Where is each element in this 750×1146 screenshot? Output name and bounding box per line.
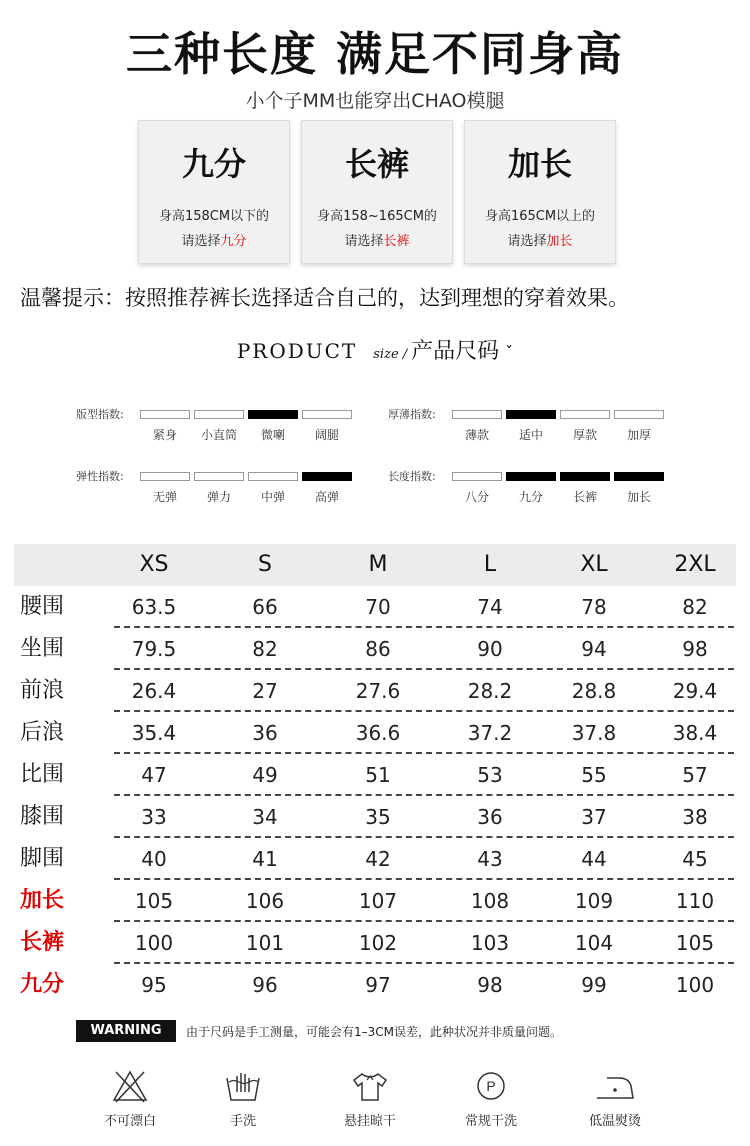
warning-badge: WARNING — [76, 1020, 176, 1042]
index-segment — [302, 472, 352, 481]
table-cell: 42 — [365, 847, 391, 871]
index-segment — [506, 410, 556, 419]
page-title: 三种长度 满足不同身高 — [125, 27, 624, 81]
size-header-s: S — [258, 552, 272, 577]
care-label: 悬挂晾干 — [343, 1114, 396, 1129]
care-dry-clean — [441, 1068, 541, 1129]
table-cell: 109 — [574, 889, 614, 913]
table-cell: 47 — [141, 763, 167, 787]
row-label: 后浪 — [20, 720, 65, 745]
table-row — [14, 712, 736, 754]
table-cell: 110 — [675, 889, 715, 913]
index-option-label: 中弹 — [260, 490, 285, 504]
low-iron-icon — [593, 1068, 637, 1104]
dry-clean-icon — [471, 1068, 511, 1104]
table-cell: 82 — [682, 595, 708, 619]
product-size-heading — [0, 334, 750, 365]
card-choose — [139, 230, 289, 249]
index-segment — [452, 410, 502, 419]
index-option-label: 厚款 — [572, 428, 597, 442]
index-option-label: 八分 — [464, 490, 489, 504]
table-cell: 101 — [245, 931, 285, 955]
length-cards — [138, 120, 616, 264]
care-hand-wash — [193, 1068, 293, 1129]
row-label: 腰围 — [20, 594, 65, 619]
table-cell: 79.5 — [131, 637, 177, 661]
index-segment — [560, 410, 610, 419]
card-choose-prefix: 请选择 — [344, 234, 384, 249]
table-cell: 37.2 — [467, 721, 513, 745]
table-cell: 82 — [252, 637, 278, 661]
table-row — [14, 964, 736, 1006]
row-label: 加长 — [20, 888, 65, 913]
table-cell: 55 — [581, 763, 607, 787]
care-label: 低温熨烫 — [588, 1114, 641, 1129]
table-cell: 37.8 — [571, 721, 617, 745]
table-cell: 49 — [252, 763, 278, 787]
table-row — [14, 922, 736, 964]
size-header-m: M — [368, 552, 388, 577]
card-title: 九分 — [181, 145, 246, 183]
table-cell: 99 — [581, 973, 607, 997]
table-cell: 94 — [581, 637, 607, 661]
index-option-label: 加长 — [626, 490, 651, 504]
table-cell: 35 — [365, 805, 391, 829]
table-row — [14, 586, 736, 628]
care-no-bleach — [80, 1068, 180, 1129]
table-cell: 98 — [682, 637, 708, 661]
table-cell: 100 — [675, 973, 715, 997]
no-bleach-icon — [110, 1068, 150, 1104]
table-cell: 36.6 — [355, 721, 401, 745]
table-cell: 44 — [581, 847, 607, 871]
index-option-label: 紧身 — [152, 428, 177, 442]
svg-text:P: P — [486, 1078, 496, 1094]
table-cell: 106 — [245, 889, 285, 913]
row-label: 长裤 — [20, 930, 65, 955]
table-cell: 100 — [134, 931, 174, 955]
size-header-l: L — [483, 552, 497, 577]
table-cell: 34 — [252, 805, 278, 829]
card-choose-prefix: 请选择 — [507, 234, 547, 249]
index-label: 厚薄指数: — [388, 408, 436, 421]
table-cell: 38 — [682, 805, 708, 829]
table-row — [14, 670, 736, 712]
index-option-label: 弹力 — [206, 490, 231, 504]
table-row — [14, 838, 736, 880]
table-cell: 103 — [470, 931, 510, 955]
care-label: 手洗 — [229, 1114, 256, 1129]
row-label: 脚围 — [20, 846, 65, 871]
care-label: 常规干洗 — [464, 1114, 517, 1129]
card-height: 身高165CM以上的 — [484, 209, 596, 224]
card-choose — [302, 230, 452, 249]
table-cell: 78 — [581, 595, 607, 619]
table-cell: 38.4 — [672, 721, 718, 745]
table-cell: 43 — [477, 847, 503, 871]
table-cell: 97 — [365, 973, 391, 997]
index-segment — [302, 410, 352, 419]
index-segment — [614, 410, 664, 419]
card-choose-highlight: 九分 — [220, 234, 247, 249]
index-option-label: 九分 — [518, 490, 543, 504]
table-cell: 41 — [252, 847, 278, 871]
table-cell: 28.8 — [571, 679, 617, 703]
table-cell: 90 — [477, 637, 503, 661]
index-segment — [560, 472, 610, 481]
product-heading-size: size / — [373, 347, 408, 362]
index-segment — [614, 472, 664, 481]
card-jiufen[interactable] — [138, 120, 290, 264]
card-choose-prefix: 请选择 — [181, 234, 221, 249]
index-option-label: 薄款 — [464, 428, 489, 442]
index-segment — [140, 410, 190, 419]
tip-text: 温馨提示：按照推荐裤长选择适合自己的，达到理想的穿着效果。 — [20, 286, 629, 310]
index-label: 长度指数: — [388, 470, 436, 483]
index-label: 弹性指数: — [76, 470, 124, 483]
index-option-label: 加厚 — [626, 428, 651, 442]
table-cell: 96 — [252, 973, 278, 997]
product-heading-cn: 产品尺码 — [411, 339, 500, 364]
card-height: 身高158CM以下的 — [158, 209, 270, 224]
table-cell: 33 — [141, 805, 167, 829]
index-option-label: 微喇 — [260, 428, 285, 442]
table-cell: 105 — [675, 931, 715, 955]
size-header-2xl: 2XL — [674, 552, 716, 577]
table-row — [14, 796, 736, 838]
index-segment — [452, 472, 502, 481]
size-table-header — [14, 544, 736, 586]
table-cell: 104 — [574, 931, 614, 955]
table-cell: 107 — [358, 889, 398, 913]
table-cell: 37 — [581, 805, 607, 829]
index-option-label: 适中 — [518, 428, 543, 442]
table-cell: 53 — [477, 763, 503, 787]
row-label: 比围 — [20, 762, 65, 787]
index-segment — [194, 410, 244, 419]
size-header-xs: XS — [139, 552, 169, 577]
size-header-xl: XL — [580, 552, 608, 577]
table-cell: 98 — [477, 973, 503, 997]
table-cell: 57 — [682, 763, 708, 787]
care-label: 不可漂白 — [103, 1114, 156, 1129]
warning-text: 由于尺码是手工测量，可能会有1–3CM误差，此种状况并非质量问题。 — [186, 1025, 563, 1039]
card-jiachang[interactable] — [464, 120, 616, 264]
index-segment — [248, 410, 298, 419]
index-option-label: 小直筒 — [200, 428, 237, 442]
table-row — [14, 880, 736, 922]
table-cell: 51 — [365, 763, 391, 787]
card-title: 长裤 — [344, 145, 409, 183]
row-label: 膝围 — [20, 804, 65, 829]
index-segment — [506, 472, 556, 481]
index-option-label: 无弹 — [152, 490, 177, 504]
table-cell: 86 — [365, 637, 391, 661]
table-cell: 35.4 — [131, 721, 177, 745]
card-changku[interactable] — [301, 120, 453, 264]
index-segment — [194, 472, 244, 481]
index-option-label: 长裤 — [572, 490, 597, 504]
row-label: 前浪 — [20, 678, 65, 703]
table-cell: 27 — [252, 679, 278, 703]
row-label: 坐围 — [20, 636, 65, 661]
table-cell: 45 — [682, 847, 708, 871]
index-option-label: 高弹 — [314, 490, 339, 504]
page-subtitle: 小个子MM也能穿出CHAO模腿 — [245, 90, 505, 112]
table-cell: 95 — [141, 973, 167, 997]
card-choose — [465, 230, 615, 249]
table-cell: 105 — [134, 889, 174, 913]
table-row — [14, 628, 736, 670]
table-cell: 70 — [365, 595, 391, 619]
table-cell: 26.4 — [131, 679, 177, 703]
table-cell: 29.4 — [672, 679, 718, 703]
index-option-label: 阔腿 — [314, 428, 339, 442]
index-label: 版型指数: — [76, 408, 124, 421]
table-cell: 36 — [252, 721, 278, 745]
care-hang-dry — [320, 1068, 420, 1129]
table-cell: 40 — [141, 847, 167, 871]
hand-wash-icon — [223, 1068, 263, 1104]
table-cell: 63.5 — [131, 595, 177, 619]
chevron-down-icon: ˇ — [505, 343, 514, 362]
row-label: 九分 — [20, 972, 65, 997]
table-cell: 28.2 — [467, 679, 513, 703]
card-choose-highlight: 长裤 — [383, 234, 410, 249]
card-height: 身高158~165CM的 — [317, 209, 437, 224]
table-cell: 108 — [470, 889, 510, 913]
table-cell: 66 — [252, 595, 278, 619]
table-cell: 74 — [477, 595, 503, 619]
product-heading-en: PRODUCT — [236, 339, 358, 363]
care-low-iron — [565, 1068, 665, 1129]
table-cell: 36 — [477, 805, 503, 829]
hang-dry-icon — [350, 1068, 390, 1104]
card-title: 加长 — [507, 145, 572, 183]
table-cell: 27.6 — [355, 679, 401, 703]
table-cell: 102 — [358, 931, 398, 955]
index-segment — [140, 472, 190, 481]
table-row — [14, 754, 736, 796]
card-choose-highlight: 加长 — [546, 234, 573, 249]
index-segment — [248, 472, 298, 481]
